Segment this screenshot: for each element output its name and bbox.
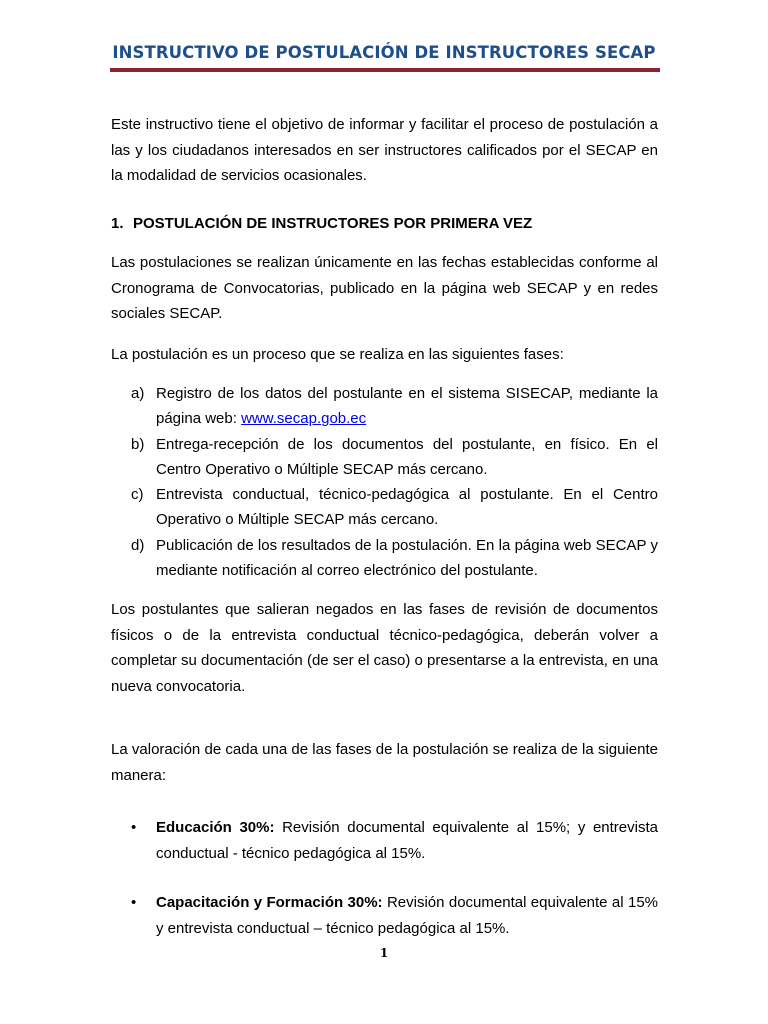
list-item-text: Registro de los datos del postulante en el sistema SISECAP, mediante la página web: xyxy=(156,385,658,428)
section-title: POSTULACIÓN DE INSTRUCTORES POR PRIMERA VEZ xyxy=(133,215,533,232)
list-marker: c) xyxy=(131,486,144,504)
list-marker: d) xyxy=(131,536,145,554)
page-title: INSTRUCTIVO DE POSTULACIÓN DE INSTRUCTORES SECAP xyxy=(112,43,656,62)
criterion-text: Revisión documental equivalente al 15%; y entrevista conductual - técnico pedagógica al 15%. xyxy=(156,819,658,862)
header-divider xyxy=(110,68,660,72)
list-item xyxy=(131,815,658,866)
phases-intro-paragraph: La postulación es un proceso que se realiza en las siguientes fases: xyxy=(111,346,564,363)
list-item xyxy=(131,890,658,941)
criterion-label: Capacitación y Formación 30%: xyxy=(156,894,383,911)
list-item xyxy=(131,533,658,584)
list-marker: b) xyxy=(131,435,145,453)
list-item-text: Entrega-recepción de los documentos del postulante, en físico. En el Centro Operativo o Múltiple SECAP más cercano. xyxy=(156,435,658,478)
dates-paragraph: Las postulaciones se realizan únicamente en las fechas establecidas conforme al Cronograma de Convocatorias, publicado en la página web SECAP y en redes sociales SECAP. xyxy=(111,254,658,322)
phases-list xyxy=(131,381,658,583)
criterion-text: Revisión documental equivalente al 15% y entrevista conductual – técnico pedagógica al 15%. xyxy=(156,894,658,937)
criteria-list-education xyxy=(131,815,658,866)
criteria-list-training xyxy=(131,890,658,941)
list-item xyxy=(131,432,658,483)
list-marker: a) xyxy=(131,385,145,402)
bullet-icon: • xyxy=(131,894,137,911)
criterion-label: Educación 30%: xyxy=(156,819,275,836)
list-item-text: Publicación de los resultados de la postulación. En la página web SECAP y mediante notificación al correo electrónico del postulante. xyxy=(156,536,658,580)
intro-paragraph: Este instructivo tiene el objetivo de informar y facilitar el proceso de postulación a las y los ciudadanos interesados en ser instructores calificados por el SECAP en la modalidad de servicios ocasionales. xyxy=(111,116,658,184)
section-heading xyxy=(111,211,532,236)
valuation-paragraph: La valoración de cada una de las fases de la postulación se realiza de la siguiente manera: xyxy=(111,741,658,784)
denied-applicants-paragraph: Los postulantes que salieran negados en las fases de revisión de documentos físicos o de la entrevista conductual técnico-pedagógica, deberán volver a completar su documentación (de ser el caso) o presentarse a la entrevista, en una nueva convocatoria. xyxy=(111,601,658,695)
bullet-icon: • xyxy=(131,819,137,836)
list-item xyxy=(131,482,658,533)
section-number: 1. xyxy=(111,215,124,232)
list-item xyxy=(131,381,658,432)
secap-website-link[interactable]: www.secap.gob.ec xyxy=(241,410,367,428)
page-number: 1 xyxy=(379,946,389,960)
list-item-text: Entrevista conductual, técnico-pedagógica al postulante. En el Centro Operativo o Múltiple SECAP más cercano. xyxy=(156,486,658,529)
